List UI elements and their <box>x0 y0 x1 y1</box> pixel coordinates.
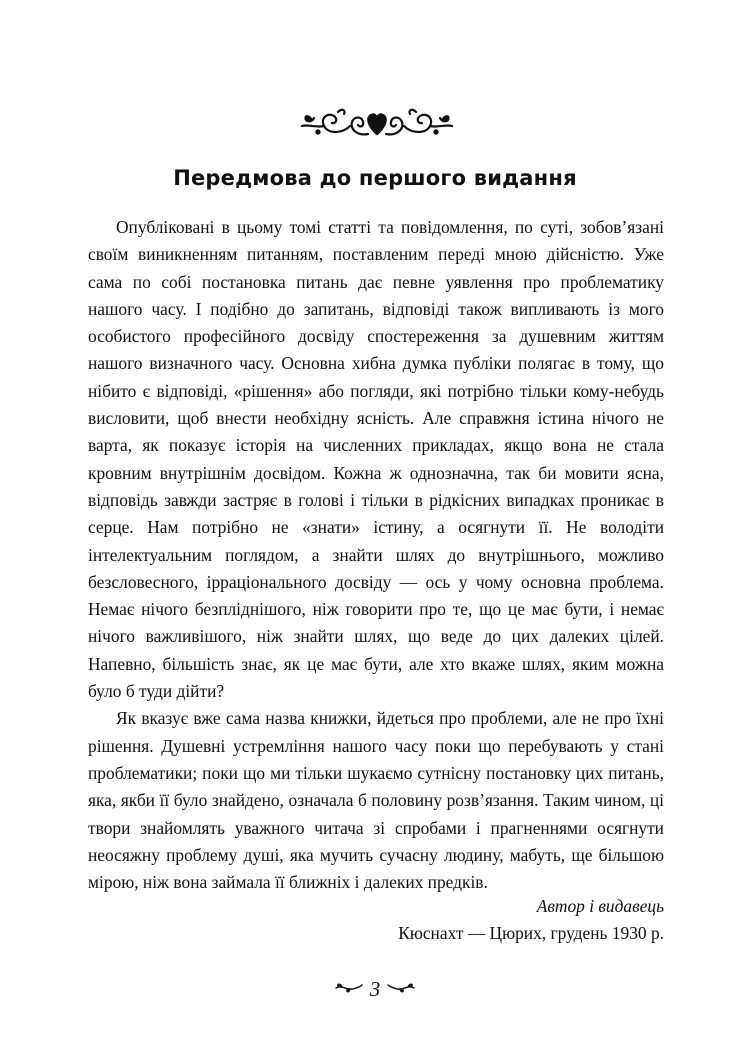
page-title: Передмова до першого видання <box>173 166 577 190</box>
leaf-flourish-left-icon <box>334 981 364 999</box>
paragraph: Як вказує вже сама назва книжки, йдеться про проблеми, але не про їхні рішення. Душевні устремління нашого часу поки що перебувають у стані проблематики; поки що ми тільки шукаємо сутнісну постановку цих питань, яка, якби її було знайдено, означала б половину розв’язання. Таким чином, ці твори знайомлять уважного читача зі спробами і прагненнями осягнути неосяжну проблему душі, яка мучить сучасну людину, мабуть, ще більшою мірою, ніж вона займала її ближніх і далеких предків. <box>88 708 664 893</box>
signature-place-date: Кюснахт — Цюрих, грудень 1930 р. <box>398 923 664 943</box>
preface-body <box>88 214 664 896</box>
page-number: 3 <box>369 977 381 1001</box>
page-footer <box>0 977 750 1002</box>
paragraph: Опубліковані в цьому томі статті та повідомлення, по суті, зобов’язані своїм виникненням питанням, поставленим переді мною дійсністю. Уже сама по собі постановка питань дає певне уявлення про проблематику нашого часу. І подібно до запитань, відповіді також випливають із мого особистого професійного досвіду спостереження за душевним життям нашого визначного часу. Основна хибна думка публіки полягає в тому, що нібито є відповіді, «рішення» або погляди, які потрібно тільки кому-небудь висловити, щоб внести необхідну ясність. Але справжня істина нічого не варта, як показує історія на численних прикладах, якщо вона не стала кровним внутрішнім досвідом. Кожна ж однозначна, так би мовити ясна, відповідь завжди застряє в голові і тільки в рідкісних випадках проникає в серце. Нам потрібно не «знати» істину, а осягнути її. Не володіти інтелектуальним поглядом, а знайти шлях до внутрішнього, можливо безсловесного, ірраціонального досвіду — ось у чому основна проблема. Немає нічого безпліднішого, ніж говорити про те, що це має бути, і немає нічого важливішого, ніж знайти шлях, що веде до цих далеких цілей. Напевно, більшість знає, як це має бути, але хто вкаже шлях, яким можна було б туди дійти? <box>88 217 664 702</box>
signature-author: Автор і видавець <box>536 896 664 916</box>
floral-divider-icon <box>298 104 456 144</box>
leaf-flourish-right-icon <box>386 981 416 999</box>
signature-block <box>398 893 664 947</box>
